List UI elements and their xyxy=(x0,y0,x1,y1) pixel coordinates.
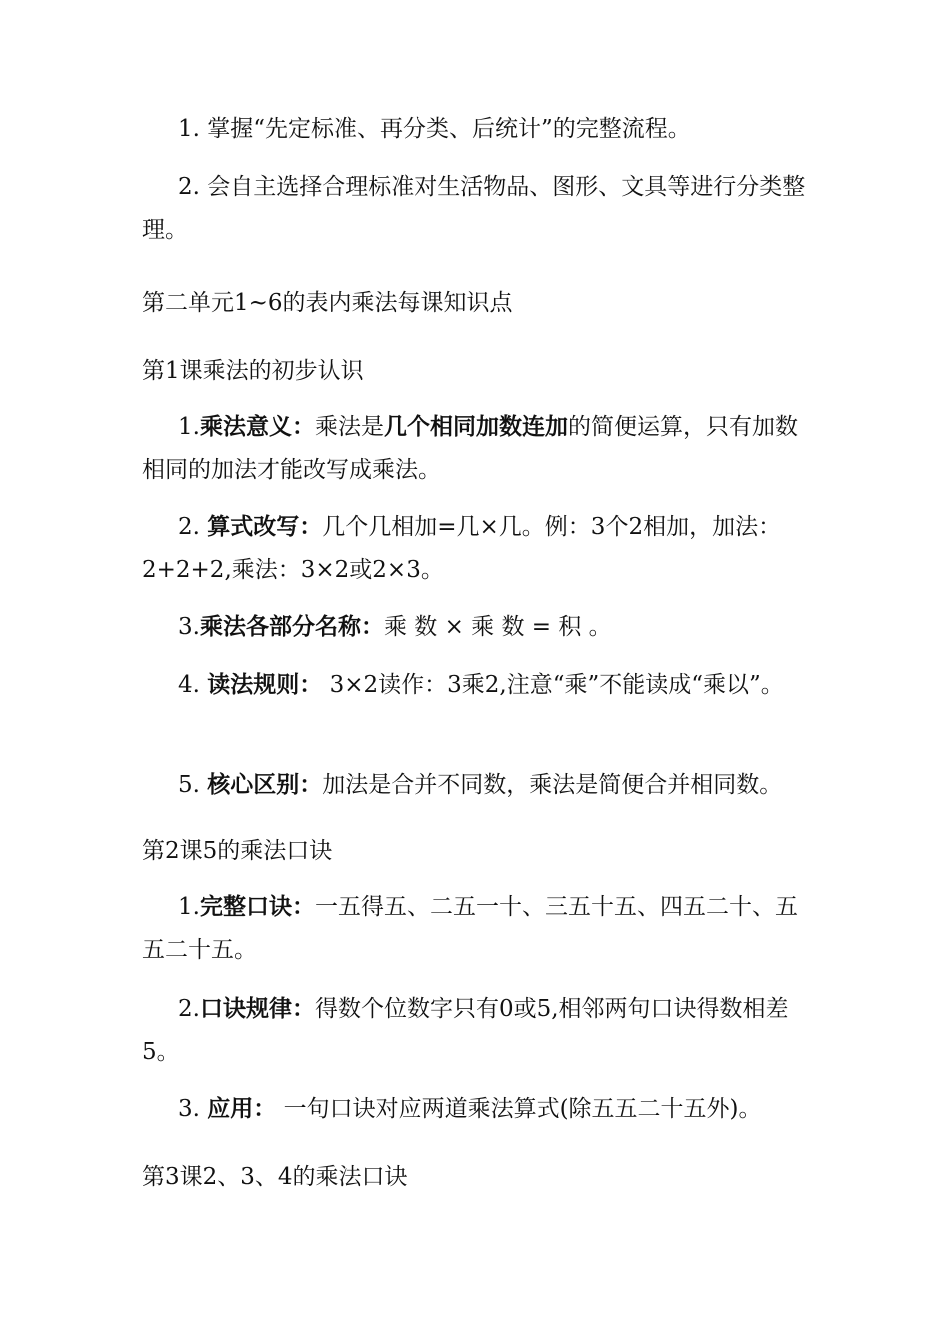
unit-heading: 第二单元1~6的表内乘法每课知识点 xyxy=(142,290,513,316)
lesson-heading-3: 第3课2、3、4的乘法口诀 xyxy=(142,1164,408,1190)
paragraph-reading-rule: 4. 读法规则： 3×2读作：3乘2,注意“乘”不能读成“乘以”。 xyxy=(178,672,784,698)
paragraph-rhyme-pattern: 2.口诀规律：得数个位数字只有0或5,相邻两句口诀得数相差5。 xyxy=(142,996,789,1065)
paragraph-application: 3. 应用： 一句口诀对应两道乘法算式(除五五二十五外)。 xyxy=(178,1096,762,1122)
paragraph-complete-rhyme: 1.完整口诀：一五得五、二五一十、三五十五、四五二十、五五二十五。 xyxy=(142,894,798,963)
paragraph-classification-goal-1: 1. 掌握“先定标准、再分类、后统计”的完整流程。 xyxy=(178,116,691,142)
paragraph-part-names: 3.乘法各部分名称：乘 数 × 乘 数 = 积 。 xyxy=(178,614,612,640)
lesson-heading-1: 第1课乘法的初步认识 xyxy=(142,358,364,384)
paragraph-core-difference: 5. 核心区别：加法是合并不同数，乘法是简便合并相同数。 xyxy=(178,772,783,798)
paragraph-classification-goal-2: 2. 会自主选择合理标准对生活物品、图形、文具等进行分类整理。 xyxy=(142,174,806,243)
paragraph-multiplication-meaning: 1.乘法意义：乘法是几个相同加数连加的简便运算，只有加数相同的加法才能改写成乘法。 xyxy=(142,414,798,483)
paragraph-equation-rewrite: 2. 算式改写：几个几相加=几×几。例：3个2相加，加法：2+2+2,乘法：3×2或2×3。 xyxy=(142,514,782,583)
lesson-heading-2: 第2课5的乘法口诀 xyxy=(142,838,333,864)
